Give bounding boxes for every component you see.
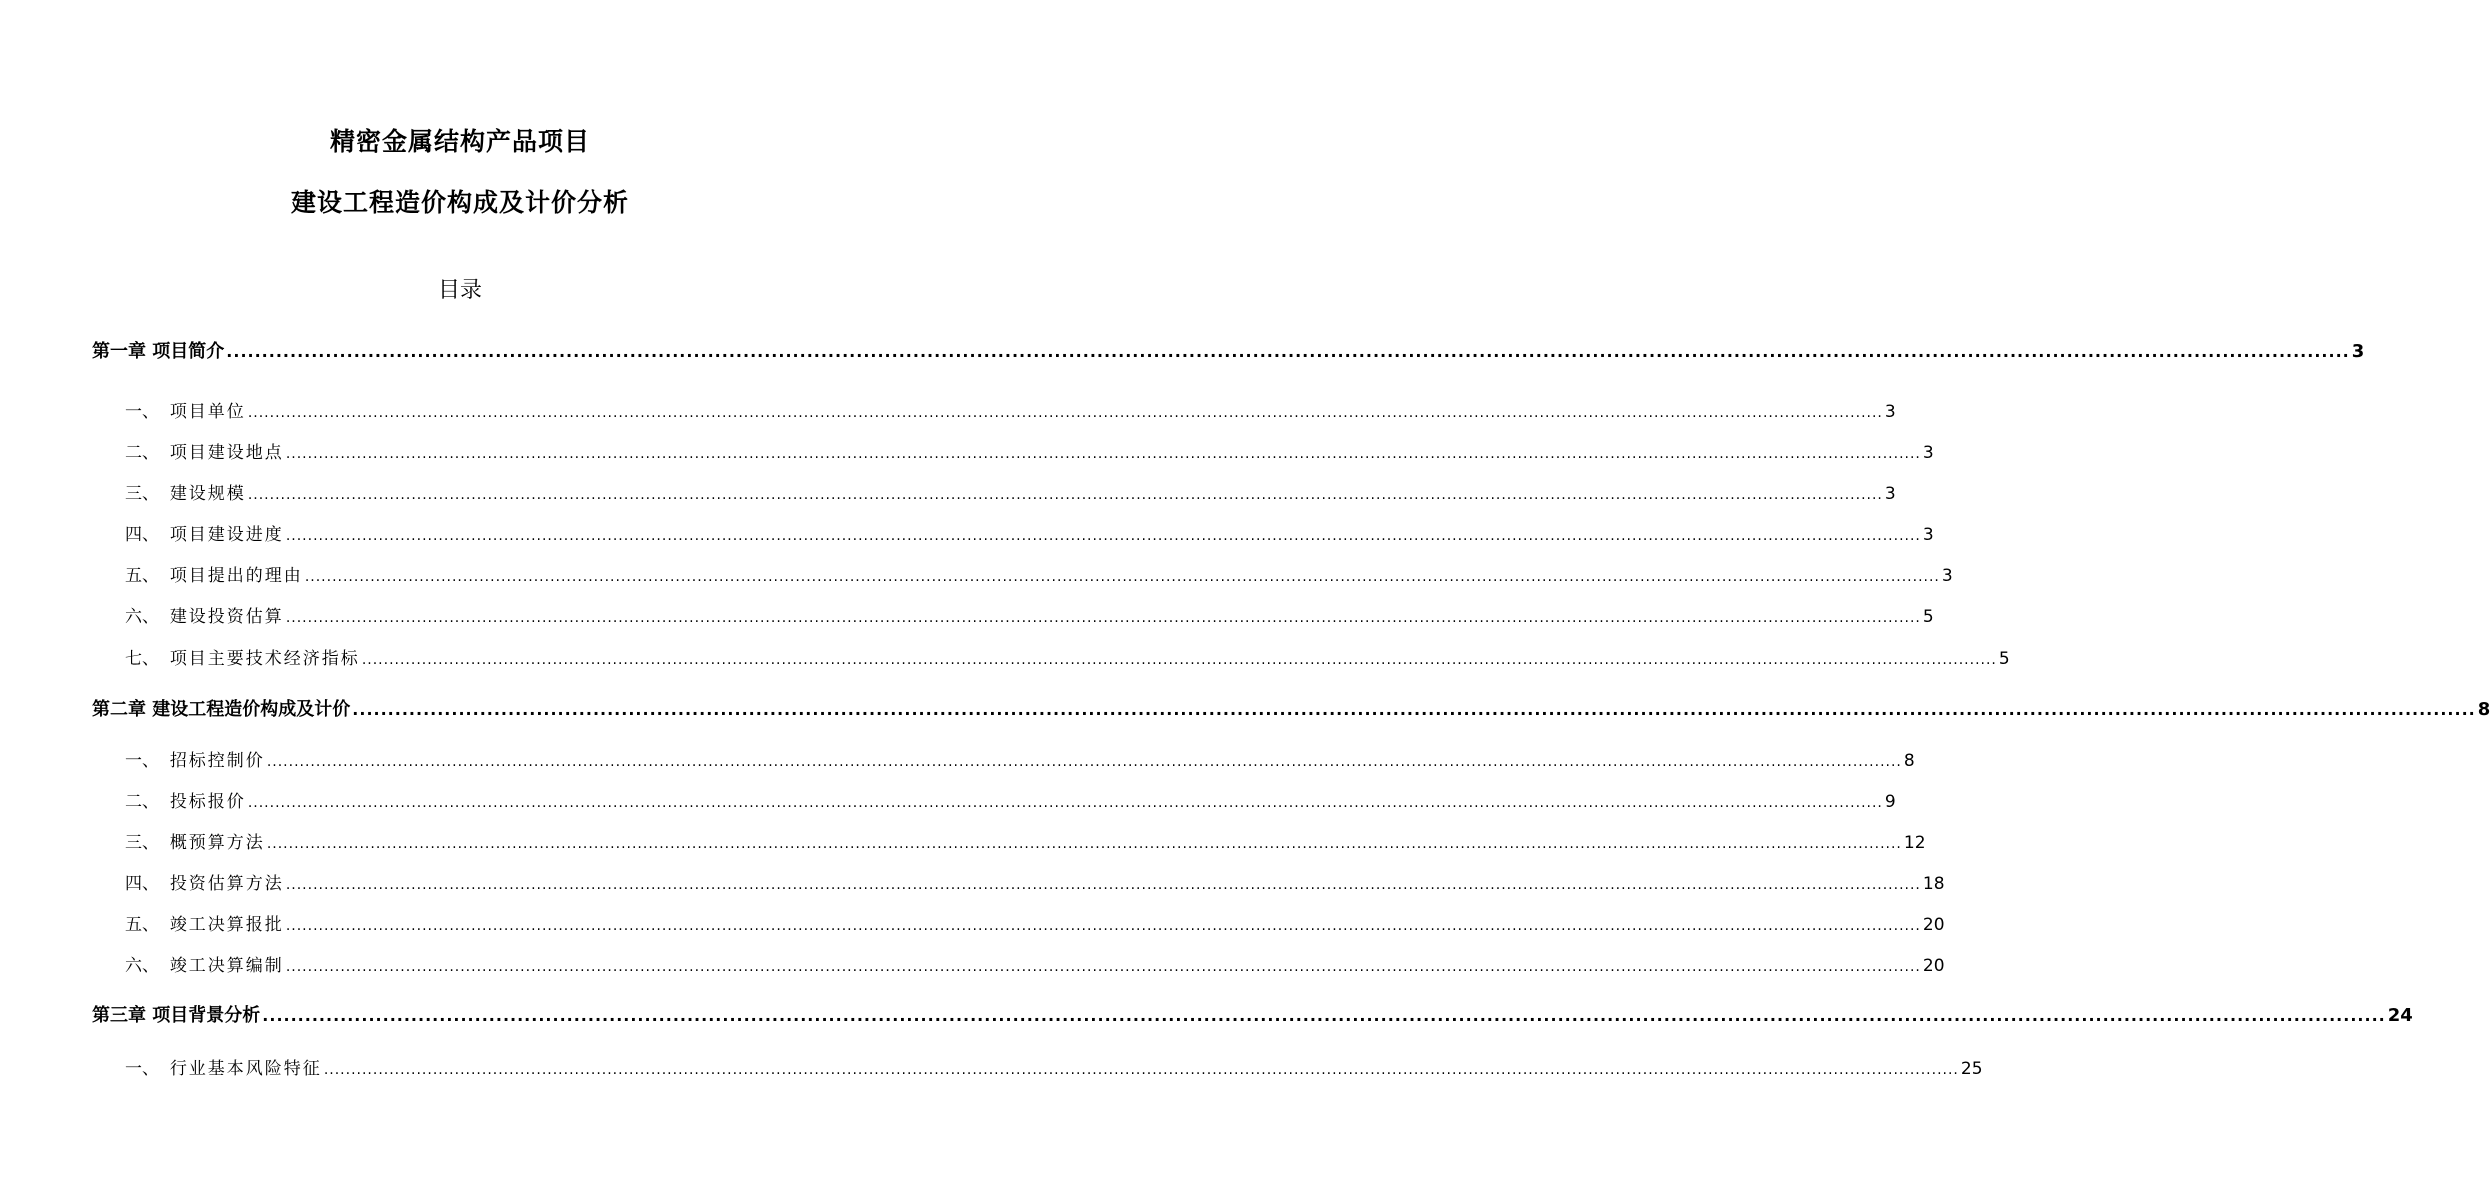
toc-entry-number: 三、 bbox=[125, 833, 170, 853]
toc-dot-leader: ............................................................................................................................................................................................................................................................................................................ bbox=[285, 959, 1921, 975]
toc-entry-number: 一、 bbox=[125, 751, 170, 771]
toc-section-entry[interactable] bbox=[125, 746, 1915, 771]
toc-dot-leader: ............................................................................................................................................................................................................................................................................................................ bbox=[285, 610, 1921, 626]
toc-entry-label: 投标报价 bbox=[169, 792, 246, 812]
toc-entry-number: 一、 bbox=[125, 1059, 170, 1079]
toc-section-entry[interactable] bbox=[125, 910, 1945, 935]
toc-section-entry[interactable] bbox=[125, 397, 1896, 422]
toc-page-number: 20 bbox=[1922, 915, 1945, 935]
toc-section-entry[interactable] bbox=[125, 644, 2010, 669]
toc-page-number: 5 bbox=[1922, 607, 1934, 627]
toc-page-number: 20 bbox=[1922, 956, 1945, 976]
toc-entry-label: 竣工决算报批 bbox=[169, 915, 284, 935]
toc-section-entry[interactable] bbox=[125, 1054, 1983, 1079]
toc-entry-number: 四、 bbox=[125, 874, 170, 894]
toc-section-entry[interactable] bbox=[125, 479, 1896, 504]
toc-entry-label: 项目主要技术经济指标 bbox=[169, 649, 360, 669]
toc-entry-number: 第三章 bbox=[92, 1005, 153, 1026]
toc-dot-leader: ............................................................................................................................................................................................................................................................................................................ bbox=[266, 754, 1902, 770]
toc-section-entry[interactable] bbox=[125, 520, 1934, 545]
toc-page-number: 5 bbox=[1998, 649, 2010, 669]
toc-section-entry[interactable] bbox=[125, 869, 1945, 894]
toc-entry-number: 七、 bbox=[125, 649, 170, 669]
toc-chapter-entry[interactable] bbox=[92, 337, 2365, 363]
toc-page-number: 18 bbox=[1922, 874, 1945, 894]
toc-page-number: 3 bbox=[2351, 341, 2365, 362]
toc-page-number: 3 bbox=[1884, 484, 1896, 504]
toc-chapter-entry[interactable] bbox=[92, 1001, 2413, 1027]
toc-dot-leader: ............................................................................................................................................................................................................................................................................................................ bbox=[304, 569, 1940, 585]
toc-section-entry[interactable] bbox=[125, 602, 1934, 627]
toc-entry-label: 投资估算方法 bbox=[169, 874, 284, 894]
toc-dot-leader: ............................................................................................................................................................................................................................................................................................................ bbox=[247, 405, 1883, 421]
toc-dot-leader: ............................................................................................................................................................................................................................................................................................................ bbox=[266, 836, 1902, 852]
toc-page-number: 9 bbox=[1884, 792, 1896, 812]
toc-dot-leader: ............................................................................................................................................................................................................................................................................................................ bbox=[285, 918, 1921, 934]
toc-dot-leader: ............................................................................................................................................................................................................................................................................................................ bbox=[285, 877, 1921, 893]
toc-chapter-entry[interactable] bbox=[92, 695, 2490, 721]
toc-page-number: 8 bbox=[1903, 751, 1915, 771]
toc-page-number: 3 bbox=[1884, 402, 1896, 422]
toc-page-number: 8 bbox=[2477, 699, 2490, 720]
toc-section-entry[interactable] bbox=[125, 828, 1926, 853]
toc-page-number: 25 bbox=[1960, 1059, 1983, 1079]
toc-section-entry[interactable] bbox=[125, 438, 1934, 463]
toc-dot-leader: ............................................................................................................................................................................................................................................................................................................ bbox=[247, 795, 1883, 811]
toc-entry-label: 建设工程造价构成及计价 bbox=[152, 699, 351, 720]
toc-entry-label: 项目简介 bbox=[152, 341, 225, 362]
toc-entry-label: 概预算方法 bbox=[169, 833, 265, 853]
toc-entry-label: 建设投资估算 bbox=[169, 607, 284, 627]
toc-entry-label: 项目提出的理由 bbox=[169, 566, 303, 586]
toc-page-number: 12 bbox=[1903, 833, 1926, 853]
toc-entry-label: 项目背景分析 bbox=[152, 1005, 261, 1026]
toc-entry-label: 竣工决算编制 bbox=[169, 956, 284, 976]
document-title-line1: 精密金属结构产品项目 bbox=[329, 127, 590, 156]
toc-page-number: 3 bbox=[1922, 525, 1934, 545]
toc-entry-label: 招标控制价 bbox=[169, 751, 265, 771]
toc-dot-leader: ............................................................................................................................................................................................................................................................................................................ bbox=[352, 700, 2476, 719]
toc-page-number: 3 bbox=[1922, 443, 1934, 463]
document-title-line2: 建设工程造价构成及计价分析 bbox=[290, 188, 629, 217]
toc-entry-number: 三、 bbox=[125, 484, 170, 504]
toc-dot-leader: ............................................................................................................................................................................................................................................................................................................ bbox=[361, 652, 1997, 668]
toc-page-number: 3 bbox=[1941, 566, 1953, 586]
toc-section-entry[interactable] bbox=[125, 561, 1953, 586]
toc-section-entry[interactable] bbox=[125, 951, 1945, 976]
toc-entry-number: 六、 bbox=[125, 956, 170, 976]
toc-entry-number: 第二章 bbox=[92, 699, 153, 720]
toc-entry-number: 六、 bbox=[125, 607, 170, 627]
toc-entry-label: 项目单位 bbox=[169, 402, 246, 422]
toc-entry-number: 五、 bbox=[125, 566, 170, 586]
toc-dot-leader: ............................................................................................................................................................................................................................................................................................................ bbox=[285, 446, 1921, 462]
toc-heading: 目录 bbox=[437, 278, 482, 303]
toc-section-entry[interactable] bbox=[125, 787, 1896, 812]
toc-entry-number: 四、 bbox=[125, 525, 170, 545]
toc-dot-leader: ............................................................................................................................................................................................................................................................................................................ bbox=[285, 528, 1921, 544]
toc-page-number: 24 bbox=[2387, 1005, 2413, 1026]
toc-entry-number: 二、 bbox=[125, 792, 170, 812]
toc-dot-leader: ............................................................................................................................................................................................................................................................................................................ bbox=[226, 342, 2350, 361]
toc-entry-label: 行业基本风险特征 bbox=[169, 1059, 322, 1079]
toc-dot-leader: ............................................................................................................................................................................................................................................................................................................ bbox=[323, 1062, 1959, 1078]
toc-entry-number: 一、 bbox=[125, 402, 170, 422]
toc-dot-leader: ............................................................................................................................................................................................................................................................................................................ bbox=[247, 487, 1883, 503]
toc-dot-leader: ............................................................................................................................................................................................................................................................................................................ bbox=[262, 1006, 2386, 1025]
toc-entry-label: 项目建设进度 bbox=[169, 525, 284, 545]
toc-entry-number: 第一章 bbox=[92, 341, 153, 362]
toc-entry-number: 二、 bbox=[125, 443, 170, 463]
toc-entry-label: 项目建设地点 bbox=[169, 443, 284, 463]
toc-entry-label: 建设规模 bbox=[169, 484, 246, 504]
toc-entry-number: 五、 bbox=[125, 915, 170, 935]
